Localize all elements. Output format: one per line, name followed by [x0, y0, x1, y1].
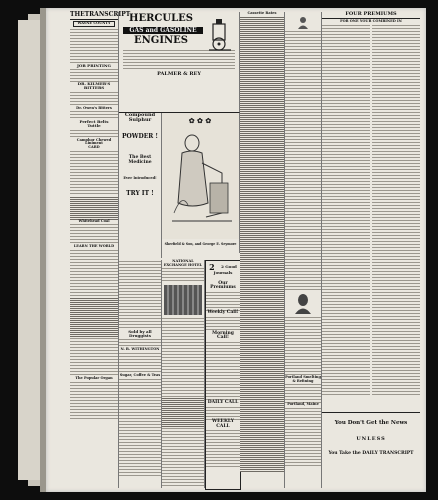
hotel-title: NATIONAL EXCHANGE HOTEL: [163, 259, 203, 267]
compound-sulphur-ad: [119, 113, 162, 258]
sugar-coffee: Sugar, Coffee & Teas: [119, 373, 161, 378]
illustration-ad: [162, 113, 240, 253]
perfect-belts: Perfect Belts: [79, 119, 109, 125]
hotel-building-image: [164, 285, 202, 315]
owens-bitters: Dr. Owen's Bitters: [76, 105, 112, 110]
masthead-sub: WAYNE COUNTY: [73, 21, 115, 27]
page-stack-edge-inner: [18, 20, 42, 480]
job-printing: JOB PRINTING: [77, 62, 111, 68]
weekly-call: Weekly Call!: [207, 310, 239, 316]
premiums-sub: FOR ONE YOUR COMBINED IN: [340, 19, 402, 24]
engine-icon: [207, 18, 233, 52]
woman-illustration: [162, 113, 239, 239]
paper-premiums-ad: [205, 260, 241, 490]
rates-header: Cassette Rates: [247, 11, 277, 15]
tuttle-ad: Tuttle: [87, 123, 101, 129]
dont-get-news: You Don't Get the News: [334, 420, 408, 426]
bitters-ad: BITTERS: [83, 85, 105, 91]
masthead-title: THETRANSCRIPT: [70, 11, 131, 18]
card-ad: CARD: [88, 144, 100, 149]
kilmer-ad: DR. KILMER'S: [77, 81, 111, 87]
coal-ad: Whitehead Coal: [78, 218, 110, 223]
try-it: TRY IT !: [126, 189, 154, 197]
unless: UNLESS: [356, 435, 386, 442]
svg-text:✿ ✿ ✿: ✿ ✿ ✿: [188, 116, 212, 125]
premiums-column: [322, 12, 420, 408]
two-good: 2 Good: [221, 264, 237, 270]
hotel-ad: [162, 260, 205, 488]
column-2-lower: [119, 260, 162, 488]
take-daily-transcript: You Take the DAILY TRANSCRIPT: [328, 451, 414, 457]
compound-title: Compound Sulphur: [124, 112, 156, 124]
withington: N. B. WITHINGTON: [120, 347, 160, 352]
rates-table-column: [240, 12, 285, 488]
camphor-liniment: Camphor Chewed Liniment: [76, 137, 112, 146]
powder-label: POWDER !: [122, 132, 158, 140]
gas-gasoline: GAS and GASOLINE: [123, 27, 203, 34]
portland-smelting: Portland Smelting & Refining: [285, 375, 321, 383]
newspaper-page: [40, 8, 426, 492]
sherfield-seymore: Sherfield & Son, and George E. Seymore: [164, 242, 237, 246]
column-1: [70, 11, 131, 488]
two-left: 2: [209, 262, 215, 272]
journals: Journals: [213, 270, 233, 276]
morning-call: Morning Call!: [212, 330, 234, 341]
sold-druggists: Sold by all Druggists: [128, 329, 152, 339]
hercules-title: HERCULES: [129, 13, 193, 24]
portrait-mid-icon: [294, 292, 312, 314]
weekly-call-2: WEEKLY CALL: [212, 418, 234, 429]
engines-title: ENGINES: [134, 34, 188, 46]
popular-organ: The Popular Organ: [75, 375, 113, 380]
ever-introduced: Ever Introduced!: [123, 176, 157, 181]
our-premiums: Our Premiums: [210, 280, 236, 291]
agents-name: PALMER & REY: [157, 71, 201, 77]
best-medicine: The Best Medicine: [128, 154, 152, 165]
learn-world-ad: LEARN THE WORLD: [73, 244, 115, 249]
portrait-top-icon: [296, 14, 310, 28]
portland-maine: Portland, Maine: [287, 402, 319, 407]
premiums-title: FOUR PREMIUMS: [345, 11, 397, 17]
bottom-notice: [322, 412, 420, 489]
daily-call: DAILY CALL: [207, 400, 239, 406]
hercules-ad: [119, 12, 240, 113]
column-5: [285, 12, 322, 488]
